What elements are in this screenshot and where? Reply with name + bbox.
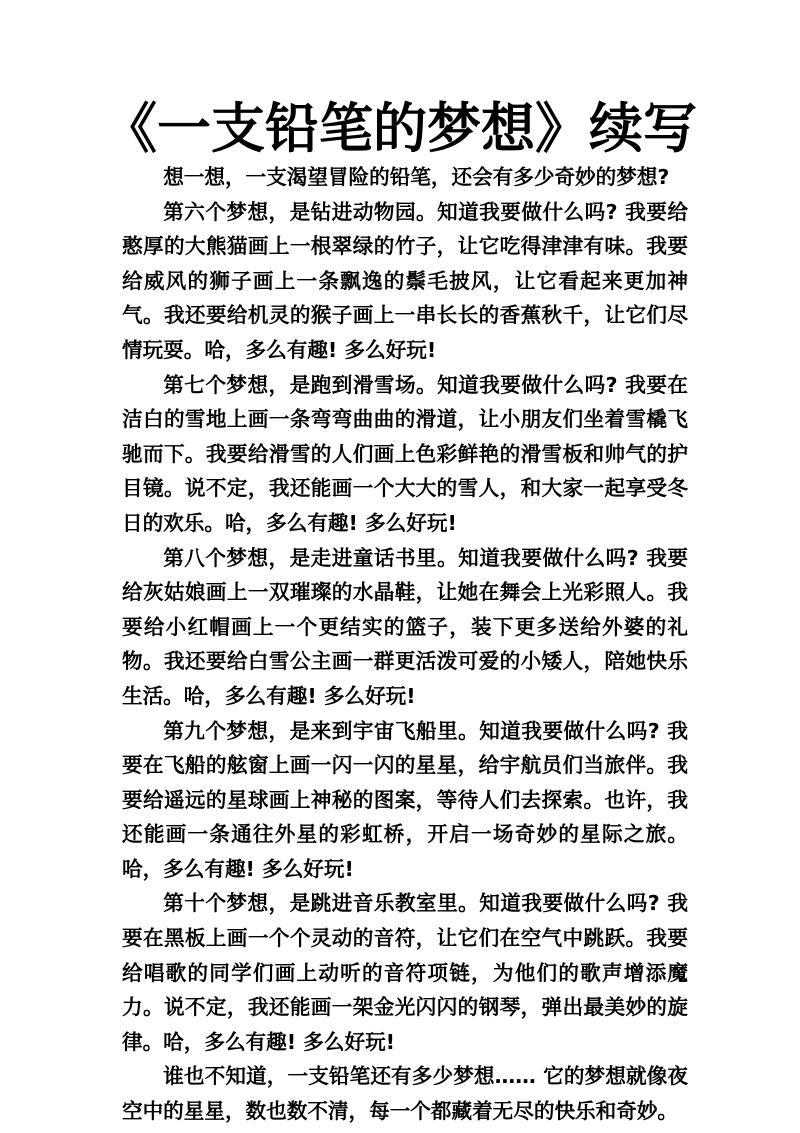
- paragraph-dream-8: 第八个梦想，是走进童话书里。知道我要做什么吗? 我要给灰姑娘画上一双璀璨的水晶鞋，让她在舞会上光彩照人。我要给小红帽画上一个更结实的篮子，装下更多送给外婆的礼物。我还要给白雪公主画一群更活泼可爱的小矮人，陪她快乐生活。哈，多么有趣! 多么好玩!: [122, 545, 688, 708]
- paragraph-conclusion: 谁也不知道，一支铅笔还有多少梦想…… 它的梦想就像夜空中的星星，数也数不清，每一个都藏着无尽的快乐和奇妙。: [122, 1064, 688, 1124]
- paragraph-dream-9: 第九个梦想，是来到宇宙飞船里。知道我要做什么吗? 我要在飞船的舷窗上画一闪一闪的星星，给宇航员们当旅伴。我要给遥远的星球画上神秘的图案，等待人们去探索。也许，我还能画一条通往外星的彩虹桥，开启一场奇妙的星际之旅。哈，多么有趣! 多么好玩!: [122, 718, 688, 881]
- paragraph-intro: 想一想，一支渴望冒险的铅笔，还会有多少奇妙的梦想?: [163, 165, 670, 189]
- paragraph-dream-6: 第六个梦想，是钻进动物园。知道我要做什么吗? 我要给憨厚的大熊猫画上一根翠绿的竹子，让它吃得津津有味。我要给威风的狮子画上一条飘逸的鬃毛披风，让它看起来更加神气。我还要给机灵的猴子画上一串长长的香蕉秋千，让它们尽情玩耍。哈，多么有趣! 多么好玩!: [122, 199, 688, 362]
- paragraph-dream-7: 第七个梦想，是跑到滑雪场。知道我要做什么吗? 我要在洁白的雪地上画一条弯弯曲曲的滑道，让小朋友们坐着雪橇飞驰而下。我要给滑雪的人们画上色彩鲜艳的滑雪板和帅气的护目镜。说不定，我还能画一个大大的雪人，和大家一起享受冬日的欢乐。哈，多么有趣! 多么好玩!: [122, 372, 688, 535]
- paragraph-dream-10: 第十个梦想，是跳进音乐教室里。知道我要做什么吗? 我要在黑板上画一个个灵动的音符，让它们在空气中跳跃。我要给唱歌的同学们画上动听的音符项链，为他们的歌声增添魔力。说不定，我还能画一架金光闪闪的钢琴，弹出最美妙的旋律。哈，多么有趣! 多么好玩!: [122, 891, 688, 1054]
- page-title: 《一支铅笔的梦想》续写: [103, 97, 697, 160]
- article-body: [122, 160, 688, 1129]
